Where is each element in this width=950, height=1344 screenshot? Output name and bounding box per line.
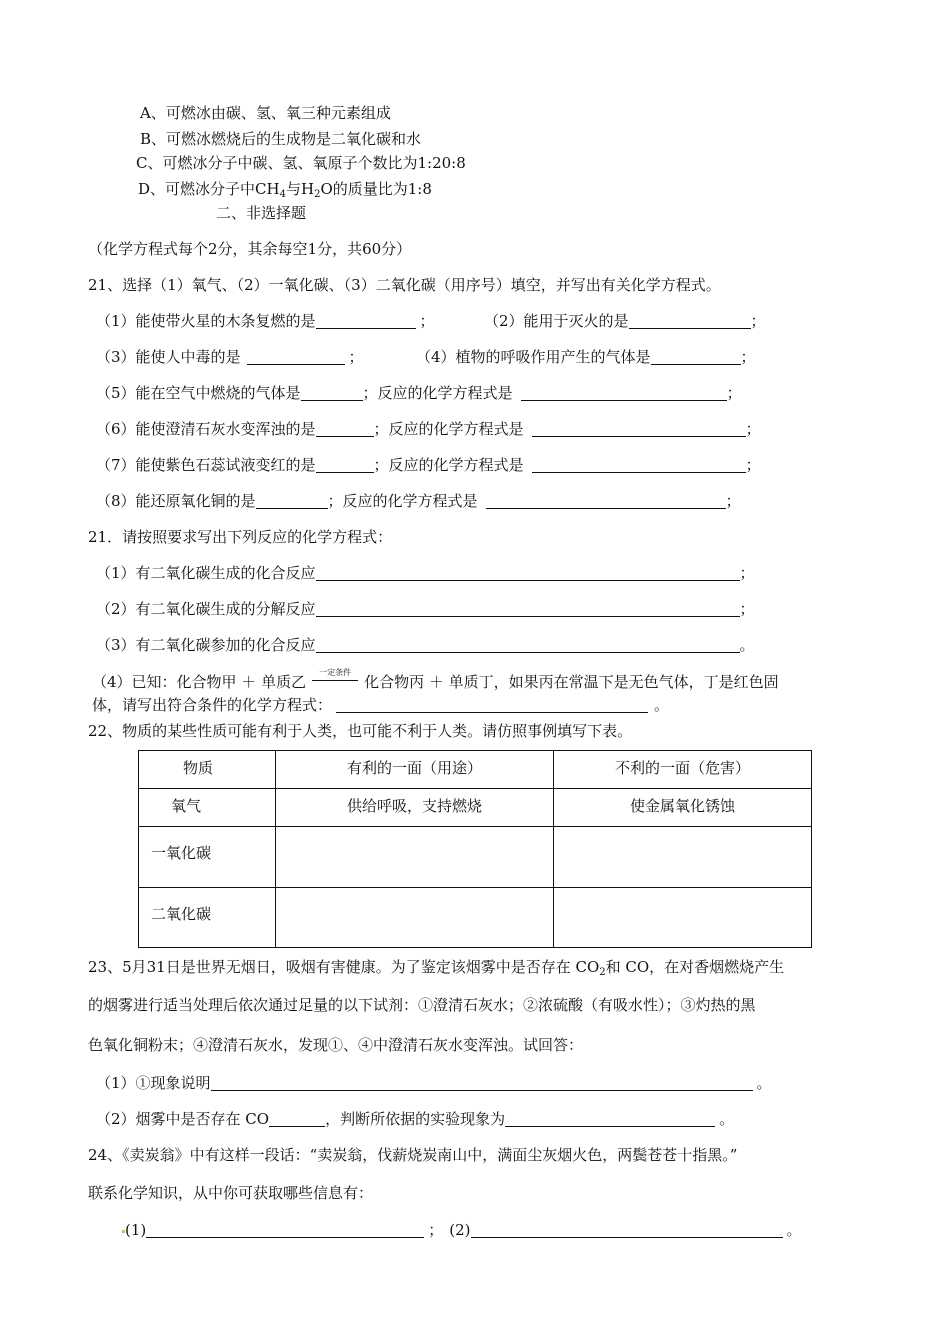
q21-line-3: （5）能在空气中燃烧的气体是 ；反应的化学方程式是 ； <box>96 384 742 402</box>
answer-blank[interactable] <box>146 1221 424 1238</box>
property-table <box>138 750 812 948</box>
q21b-stem: 21．请按照要求写出下列反应的化学方程式： <box>88 528 393 546</box>
equation-blank[interactable] <box>316 564 740 581</box>
answer-blank[interactable] <box>316 456 374 473</box>
reaction-arrow: 一定条件 <box>312 671 358 691</box>
answer-blank[interactable] <box>651 348 741 365</box>
table-cell: 一氧化碳 <box>139 827 276 888</box>
q24-line-2: 联系化学知识，从中你可获取哪些信息有： <box>88 1184 374 1202</box>
q21-stem: 21、选择（1）氧气、（2）一氧化碳、（3）二氧化碳（用序号）填空，并写出有关化学方程式。 <box>88 276 721 294</box>
table-header: 不利的一面（危害） <box>554 751 812 789</box>
answer-blank[interactable] <box>316 312 416 329</box>
table-header: 物质 <box>139 751 276 789</box>
equation-blank[interactable] <box>532 456 746 473</box>
table-row <box>139 789 812 827</box>
table-cell-answer[interactable] <box>554 827 812 888</box>
answer-blank[interactable] <box>629 312 751 329</box>
table-row <box>139 888 812 948</box>
equation-blank[interactable] <box>486 492 726 509</box>
q21-line-1b: （2）能用于灭火的是 ； <box>484 312 766 330</box>
option-a: A、可燃冰由碳、氢、氧三种元素组成 <box>140 104 391 122</box>
equation-blank[interactable] <box>316 600 740 617</box>
q21b-line-2: （2）有二氧化碳生成的分解反应 ； <box>96 600 755 618</box>
table-row <box>139 827 812 888</box>
q21b-line-1: （1）有二氧化碳生成的化合反应 ； <box>96 564 755 582</box>
q21b-line-5: 体，请写出符合条件的化学方程式： 。 <box>92 696 670 714</box>
q21-line-5: （7）能使紫色石蕊试液变红的是 ；反应的化学方程式是 ； <box>96 456 761 474</box>
q23-part-1: （1）①现象说明 。 <box>96 1074 772 1092</box>
q23-part-2: （2）烟雾中是否存在 CO ，判断所依据的实验现象为 。 <box>96 1110 735 1128</box>
q21-line-2: （3）能使人中毒的是 ； <box>96 348 364 366</box>
equation-blank[interactable] <box>336 696 648 713</box>
answer-blank[interactable] <box>269 1110 325 1127</box>
q21-line-6: （8）能还原氧化铜的是 ；反应的化学方程式是 ； <box>96 492 741 510</box>
score-note: （化学方程式每个2分，其余每空1分，共60分） <box>88 240 412 258</box>
table-cell: 供给呼吸，支持燃烧 <box>276 789 554 827</box>
option-b: B、可燃冰燃烧后的生成物是二氧化碳和水 <box>140 130 422 148</box>
q24-answers: (1) ； (2) 。 <box>122 1220 802 1240</box>
option-c: C、可燃冰分子中碳、氢、氧原子个数比为1:20:8 <box>136 154 466 172</box>
q21-line-1: （1）能使带火星的木条复燃的是 ； <box>96 312 435 330</box>
answer-blank[interactable] <box>471 1221 783 1238</box>
q21b-line-4: （4）已知：化合物甲 ＋ 单质乙 一定条件 化合物丙 ＋ 单质丁，如果丙在常温下是无色气体，丁是红色固 <box>92 668 779 691</box>
table-cell: 二氧化碳 <box>139 888 276 948</box>
q21-line-2b: （4）植物的呼吸作用产生的气体是 ； <box>416 348 756 366</box>
q23-line-3: 色氧化铜粉末；④澄清石灰水，发现①、④中澄清石灰水变浑浊。试回答： <box>88 1036 584 1054</box>
answer-blank[interactable] <box>211 1074 753 1091</box>
answer-blank[interactable] <box>505 1110 715 1127</box>
equation-blank[interactable] <box>521 384 727 401</box>
q22-stem: 22、物质的某些性质可能有利于人类，也可能不利于人类。请仿照事例填写下表。 <box>88 722 633 740</box>
answer-blank[interactable] <box>301 384 363 401</box>
q21b-line-3: （3）有二氧化碳参加的化合反应 。 <box>96 636 755 654</box>
table-cell-answer[interactable] <box>554 888 812 948</box>
equation-blank[interactable] <box>316 636 740 653</box>
answer-blank[interactable] <box>247 348 345 365</box>
table-cell-answer[interactable] <box>276 827 554 888</box>
table-cell-answer[interactable] <box>276 888 554 948</box>
section-title: 二、非选择题 <box>216 204 307 222</box>
answer-blank[interactable] <box>256 492 328 509</box>
equation-blank[interactable] <box>532 420 746 437</box>
table-header: 有利的一面（用途） <box>276 751 554 789</box>
table-header-row <box>139 751 812 789</box>
q21-line-4: （6）能使澄清石灰水变浑浊的是 ；反应的化学方程式是 ； <box>96 420 761 438</box>
q24-line-1: 24、《卖炭翁》中有这样一段话：“卖炭翁，伐薪烧炭南山中，满面尘灰烟火色，两鬓苍苍十指黑。” <box>88 1146 738 1164</box>
table-cell: 氧气 <box>139 789 276 827</box>
answer-blank[interactable] <box>316 420 374 437</box>
q23-line-1: 23、5月31日是世界无烟日，吸烟有害健康。为了鉴定该烟雾中是否存在 $CO_2$和 CO，在对香烟燃烧产生 <box>88 958 785 978</box>
table-cell: 使金属氧化锈蚀 <box>554 789 812 827</box>
q23-line-2: 的烟雾进行适当处理后依次通过足量的以下试剂：①澄清石灰水；②浓硫酸（有吸水性）；③灼热的黑 <box>88 996 756 1014</box>
option-d: D、可燃冰分子中$CH_4$与$H_2O$的质量比为1:8 <box>138 180 432 200</box>
